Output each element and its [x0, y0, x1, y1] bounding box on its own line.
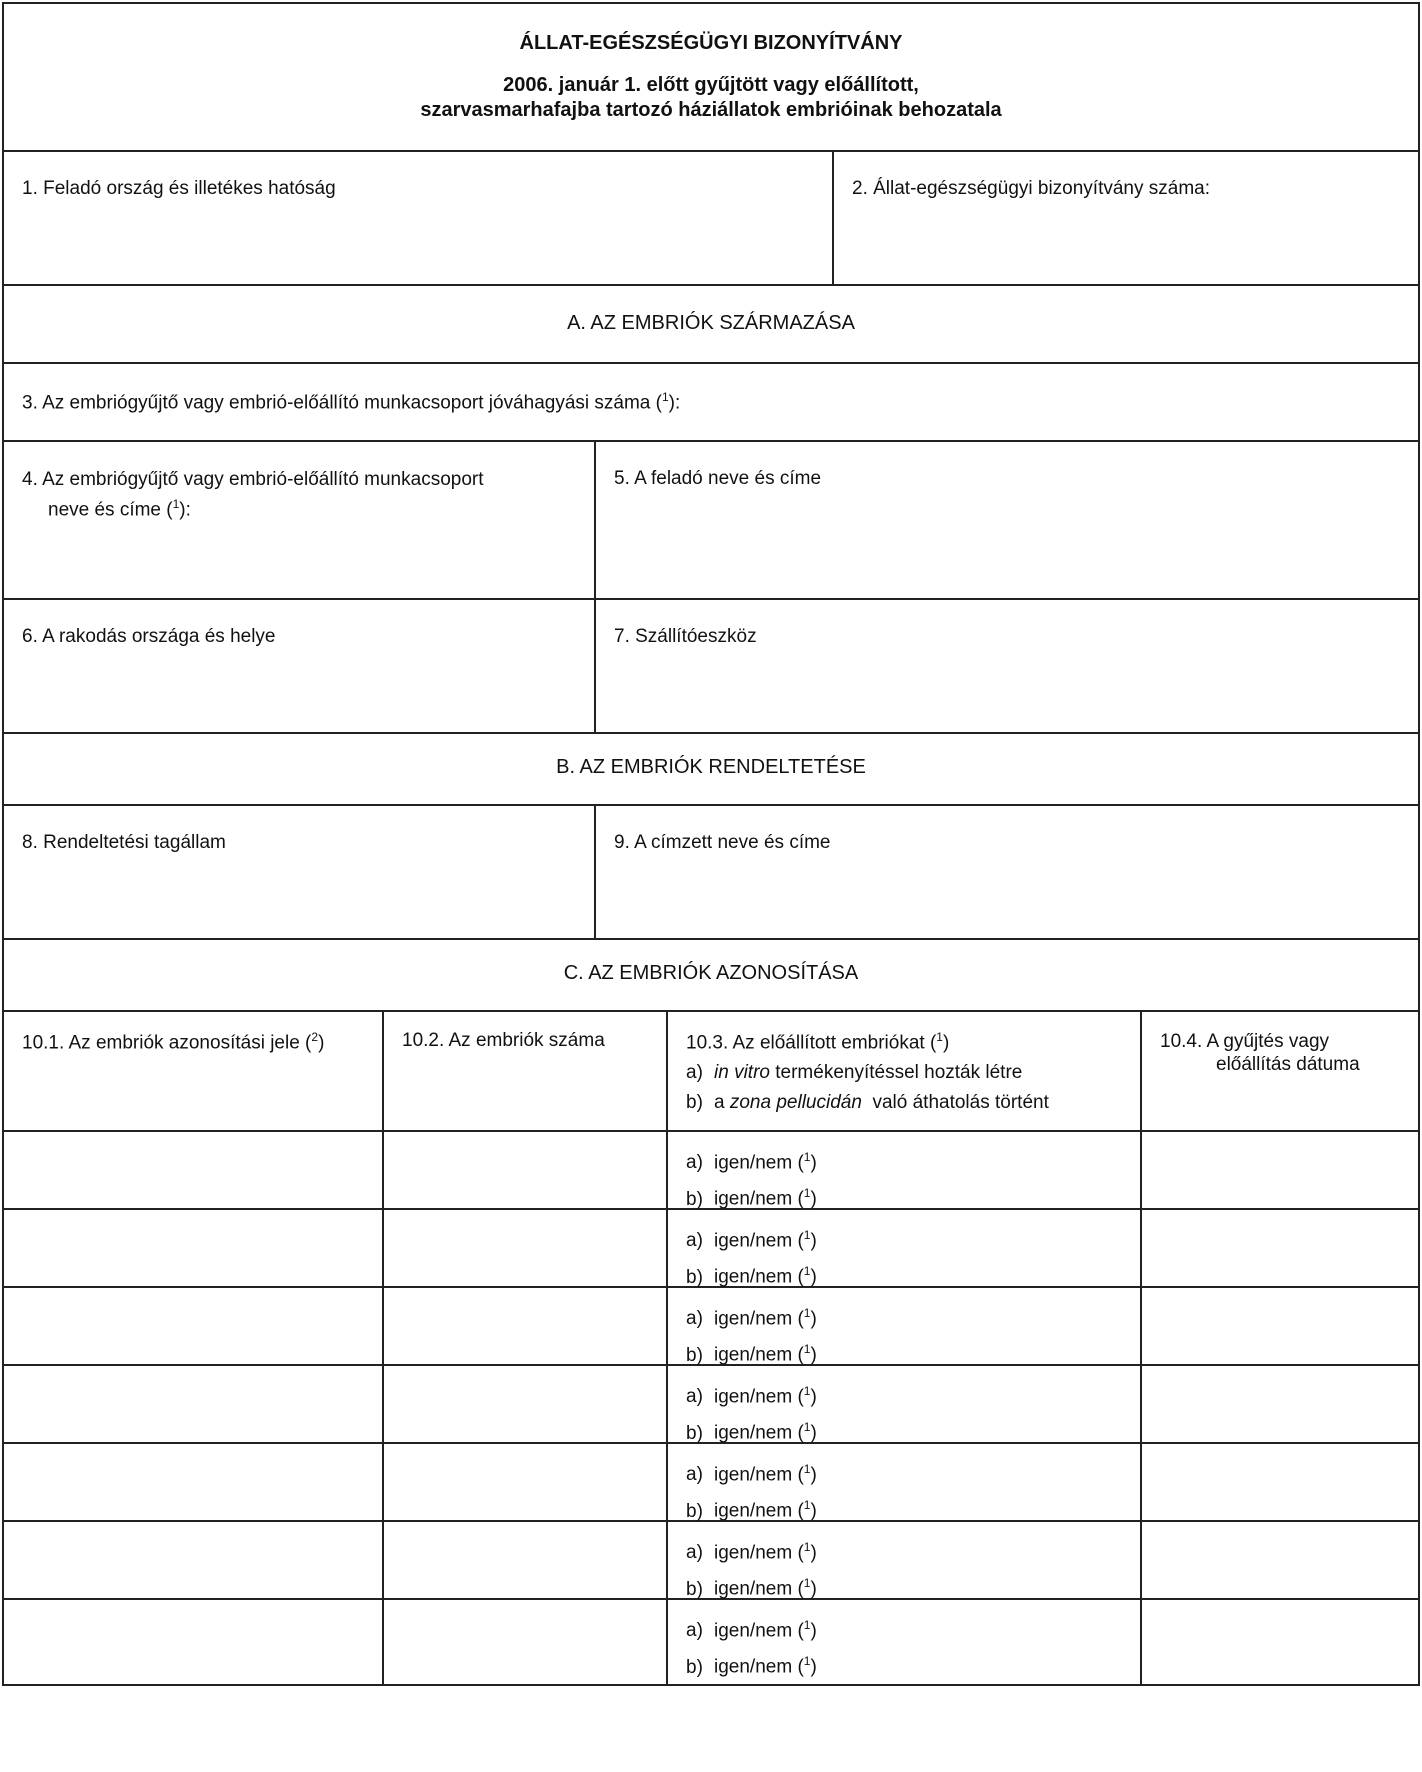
cell-produced-embryos[interactable] — [666, 1522, 1140, 1598]
row-fields-6-7 — [2, 600, 1420, 734]
column-header-number-of-embryos — [382, 1012, 666, 1130]
section-a-title: A. AZ EMBRIÓK SZÁRMAZÁSA — [567, 312, 855, 334]
cell-collection-date[interactable] — [1140, 1444, 1418, 1520]
row-option-a-end: ) — [810, 1464, 817, 1486]
cell-number-of-embryos[interactable] — [382, 1444, 666, 1520]
column-header-produced-embryos — [666, 1012, 1140, 1130]
column-header-3-footnote: 1 — [936, 1030, 943, 1044]
field-2-certificate-number[interactable] — [832, 152, 1418, 284]
row-option-b-key: b) — [686, 1656, 703, 1678]
field-9-consignee[interactable] — [594, 806, 1418, 938]
row-option-a-key: a) — [686, 1152, 703, 1174]
column-header-4-line1: 10.4. A gyűjtés vagy — [1160, 1031, 1330, 1052]
section-b-title: B. AZ EMBRIÓK RENDELTETÉSE — [556, 756, 866, 778]
cell-identification-mark[interactable] — [4, 1288, 382, 1364]
field-4-team-name-address[interactable] — [4, 442, 594, 598]
row-option-a[interactable] — [686, 1220, 1122, 1256]
field-4-label-line1: 4. Az embriógyűjtő vagy embrió-előállító munkacsoport — [22, 469, 484, 490]
cell-number-of-embryos[interactable] — [382, 1600, 666, 1684]
cell-number-of-embryos[interactable] — [382, 1210, 666, 1286]
field-7-label: 7. Szállítóeszköz — [614, 626, 757, 647]
field-3-label-end: ): — [668, 392, 681, 414]
field-1-label: 1. Feladó ország és illetékes hatóság — [22, 178, 336, 199]
row-option-b-key: b) — [686, 1422, 703, 1444]
row-option-a[interactable] — [686, 1610, 1122, 1646]
row-field-3 — [2, 364, 1420, 442]
table-row — [2, 1210, 1420, 1288]
row-option-b-value: igen/nem ( — [714, 1422, 804, 1444]
row-option-a-end: ) — [810, 1308, 817, 1330]
row-option-a-end: ) — [810, 1230, 817, 1252]
row-option-a-footnote: 1 — [803, 1384, 811, 1398]
option-b-italic: zona pellucidán — [729, 1092, 862, 1114]
cell-identification-mark[interactable] — [4, 1522, 382, 1598]
section-a-header — [2, 286, 1420, 364]
title-block — [2, 2, 1420, 152]
row-option-a-end: ) — [810, 1620, 817, 1642]
row-option-b-value: igen/nem ( — [714, 1656, 804, 1678]
column-header-3-text: 10.3. Az előállított embriókat ( — [686, 1032, 937, 1054]
row-option-b-footnote: 1 — [803, 1654, 811, 1669]
form-subtitle-line1: 2006. január 1. előtt gyűjtött vagy előállított, — [503, 74, 919, 96]
row-option-b-footnote: 1 — [803, 1576, 811, 1591]
field-6-loading-place[interactable] — [4, 600, 594, 732]
row-option-b-end: ) — [810, 1188, 817, 1210]
row-option-b-key: b) — [686, 1266, 703, 1288]
row-option-a-footnote: 1 — [803, 1306, 811, 1320]
row-option-b-key: b) — [686, 1344, 703, 1366]
row-option-a-end: ) — [810, 1542, 817, 1564]
row-option-a-value: igen/nem ( — [714, 1464, 804, 1486]
field-4-label-line2-text: neve és címe ( — [48, 499, 173, 521]
cell-produced-embryos[interactable] — [666, 1366, 1140, 1442]
row-option-a-footnote: 1 — [803, 1462, 811, 1476]
form-title: ÁLLAT-EGÉSZSÉGÜGYI BIZONYÍTVÁNY — [519, 32, 903, 54]
cell-collection-date[interactable] — [1140, 1600, 1418, 1684]
cell-number-of-embryos[interactable] — [382, 1288, 666, 1364]
cell-produced-embryos[interactable] — [666, 1132, 1140, 1208]
cell-collection-date[interactable] — [1140, 1366, 1418, 1442]
row-option-b-value: igen/nem ( — [714, 1266, 804, 1288]
column-header-3-option-a — [686, 1058, 1122, 1088]
cell-identification-mark[interactable] — [4, 1366, 382, 1442]
table-row — [2, 1288, 1420, 1366]
row-option-a-key: a) — [686, 1464, 703, 1486]
column-header-1-end: ) — [318, 1032, 325, 1054]
section-b-header — [2, 734, 1420, 806]
cell-identification-mark[interactable] — [4, 1210, 382, 1286]
row-option-a-key: a) — [686, 1620, 703, 1642]
cell-number-of-embryos[interactable] — [382, 1132, 666, 1208]
option-a-italic: in vitro — [714, 1062, 770, 1084]
row-fields-8-9 — [2, 806, 1420, 940]
cell-collection-date[interactable] — [1140, 1522, 1418, 1598]
column-header-3-option-b — [686, 1088, 1122, 1118]
row-option-b-end: ) — [810, 1578, 817, 1600]
cell-identification-mark[interactable] — [4, 1444, 382, 1520]
row-option-a[interactable] — [686, 1376, 1122, 1412]
row-option-b[interactable] — [686, 1646, 1122, 1682]
column-header-1-text: 10.1. Az embriók azonosítási jele ( — [22, 1032, 312, 1054]
row-option-a-value: igen/nem ( — [714, 1152, 804, 1174]
field-5-label: 5. A feladó neve és címe — [614, 468, 822, 489]
field-5-sender-name-address[interactable] — [594, 442, 1418, 598]
row-option-a[interactable] — [686, 1454, 1122, 1490]
row-option-a-footnote: 1 — [803, 1540, 811, 1554]
table-row — [2, 1366, 1420, 1444]
row-option-b-end: ) — [810, 1422, 817, 1444]
field-2-label: 2. Állat-egészségügyi bizonyítvány száma: — [852, 178, 1211, 199]
cell-produced-embryos[interactable] — [666, 1600, 1140, 1684]
row-option-a-key: a) — [686, 1308, 703, 1330]
field-8-destination-state[interactable] — [4, 806, 594, 938]
row-option-b-value: igen/nem ( — [714, 1344, 804, 1366]
option-b-rest: való áthatolás történt — [861, 1092, 1049, 1114]
field-3-approval-number[interactable] — [4, 364, 1418, 440]
field-4-label-end: ): — [179, 499, 191, 521]
section-c-title: C. AZ EMBRIÓK AZONOSÍTÁSA — [563, 962, 859, 984]
row-option-a-footnote: 1 — [803, 1228, 811, 1242]
row-option-b-footnote: 1 — [803, 1498, 811, 1513]
row-option-a-end: ) — [810, 1386, 817, 1408]
field-6-label: 6. A rakodás országa és helye — [22, 626, 276, 647]
table-row — [2, 1600, 1420, 1686]
cell-produced-embryos[interactable] — [666, 1288, 1140, 1364]
form-subtitle-line2: szarvasmarhafajba tartozó háziállatok embrióinak behozatala — [420, 99, 1002, 121]
table-row — [2, 1132, 1420, 1210]
cell-identification-mark[interactable] — [4, 1132, 382, 1208]
field-3-label: 3. Az embriógyűjtő vagy embrió-előállító munkacsoport jóváhagyási száma ( — [22, 392, 662, 414]
row-option-b-footnote: 1 — [803, 1342, 811, 1357]
table-header-row — [2, 1012, 1420, 1132]
table-row — [2, 1522, 1420, 1600]
column-header-2-text: 10.2. Az embriók száma — [402, 1030, 605, 1051]
row-option-a-value: igen/nem ( — [714, 1230, 804, 1252]
row-option-a[interactable] — [686, 1142, 1122, 1178]
column-header-4-line2: előállítás dátuma — [1216, 1054, 1360, 1075]
option-a-rest: termékenyítéssel hozták létre — [769, 1062, 1023, 1084]
cell-number-of-embryos[interactable] — [382, 1522, 666, 1598]
row-option-b-footnote: 1 — [803, 1186, 811, 1201]
row-option-b-value: igen/nem ( — [714, 1188, 804, 1210]
column-header-1-footnote: 2 — [311, 1030, 319, 1044]
row-option-a-footnote: 1 — [803, 1150, 811, 1164]
row-option-b-value: igen/nem ( — [714, 1578, 804, 1600]
row-option-b-end: ) — [810, 1656, 817, 1678]
row-fields-1-2 — [2, 152, 1420, 286]
certificate-form — [2, 2, 1420, 1686]
cell-collection-date[interactable] — [1140, 1132, 1418, 1208]
row-option-a-value: igen/nem ( — [714, 1386, 804, 1408]
row-option-b-end: ) — [810, 1500, 817, 1522]
row-option-a-value: igen/nem ( — [714, 1542, 804, 1564]
row-option-b-key: b) — [686, 1500, 703, 1522]
column-header-identification-mark — [4, 1012, 382, 1130]
option-b-pre: a — [714, 1092, 730, 1114]
row-option-b-footnote: 1 — [803, 1420, 811, 1435]
field-7-transport[interactable] — [594, 600, 1418, 732]
cell-identification-mark[interactable] — [4, 1600, 382, 1684]
cell-collection-date[interactable] — [1140, 1210, 1418, 1286]
row-option-a[interactable] — [686, 1532, 1122, 1568]
row-option-b-value: igen/nem ( — [714, 1500, 804, 1522]
row-option-a-footnote: 1 — [803, 1618, 811, 1632]
field-1-sender-country[interactable] — [4, 152, 832, 284]
row-option-a-key: a) — [686, 1542, 703, 1564]
row-option-b-footnote: 1 — [803, 1264, 811, 1279]
field-4-footnote: 1 — [172, 497, 180, 511]
table-row — [2, 1444, 1420, 1522]
cell-produced-embryos[interactable] — [666, 1444, 1140, 1520]
field-9-label: 9. A címzett neve és címe — [614, 832, 831, 853]
column-header-3-end: ) — [942, 1032, 950, 1054]
row-option-a-value: igen/nem ( — [714, 1308, 804, 1330]
option-b-key: b) — [686, 1092, 703, 1114]
row-option-b-key: b) — [686, 1188, 703, 1210]
row-option-b-end: ) — [810, 1344, 817, 1366]
row-option-a-key: a) — [686, 1230, 703, 1252]
row-option-a-end: ) — [810, 1152, 817, 1174]
row-fields-4-5 — [2, 442, 1420, 600]
row-option-a-key: a) — [686, 1386, 703, 1408]
row-option-b-key: b) — [686, 1578, 703, 1600]
column-header-collection-date — [1140, 1012, 1418, 1130]
field-4-label-line2 — [22, 492, 576, 522]
cell-number-of-embryos[interactable] — [382, 1366, 666, 1442]
form-subtitle — [4, 73, 1418, 123]
row-option-b-end: ) — [810, 1266, 817, 1288]
option-a-key: a) — [686, 1062, 703, 1084]
row-option-a-value: igen/nem ( — [714, 1620, 804, 1642]
field-8-label: 8. Rendeltetési tagállam — [22, 832, 226, 853]
row-option-a[interactable] — [686, 1298, 1122, 1334]
cell-produced-embryos[interactable] — [666, 1210, 1140, 1286]
cell-collection-date[interactable] — [1140, 1288, 1418, 1364]
field-3-footnote: 1 — [661, 390, 669, 404]
section-c-header — [2, 940, 1420, 1012]
